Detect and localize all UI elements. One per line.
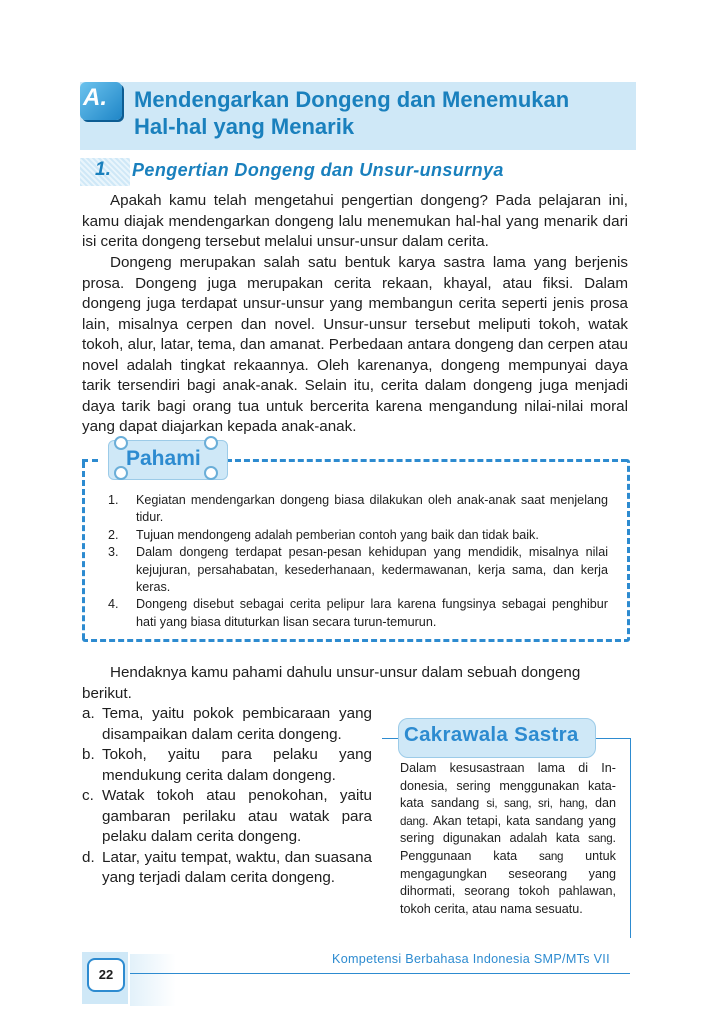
pahami-item: 3. Dalam dongeng terdapat pesan-pesan kehidupan yang mendidik, misalnya nilai kejujuran, persahabatan, kesederhanaan, kedermawanan, kerja sama, dan kerja keras. xyxy=(108,545,608,595)
story-elements-list xyxy=(82,704,372,889)
cakrawala-text: Dalam kesusastraan lama di In-donesia, sering menggunakan kata-kata sandang si, sang, sri, hang, dan dang. Akan tetapi, kata sandang yang sering digunakan adalah kata sang. Penggunaan kata sang untuk mengagungkan seseorang yang dihormati, seorang tokoh pahlawan, tokoh cerita, atau nama sesuatu. xyxy=(400,761,616,916)
cakrawala-label: Cakrawala Sastra xyxy=(404,723,579,746)
binder-ring-icon xyxy=(204,466,218,480)
pahami-item: 1. Kegiatan mendengarkan dongeng biasa dilakukan oleh anak-anak saat menjelang tidur. xyxy=(108,493,608,525)
page-number: 22 xyxy=(87,958,125,992)
pahami-box-top-border-right xyxy=(226,459,627,462)
list-item: a. Tema, yaitu pokok pembicaraan yang disampaikan dalam cerita dongeng. xyxy=(82,705,372,743)
section-title-line-1: Mendengarkan Dongeng dan Menemukan xyxy=(134,87,570,112)
footer-rule xyxy=(130,973,630,974)
subsection-number: 1. xyxy=(95,159,111,180)
list-item: b. Tokoh, yaitu para pelaku yang mendukung cerita dalam dongeng. xyxy=(82,746,372,784)
section-letter: A. xyxy=(83,84,107,111)
pahami-item: 2. Tujuan mendongeng adalah pemberian contoh yang baik dan tidak baik. xyxy=(108,527,539,542)
subsection-title: Pengertian Dongeng dan Unsur-unsurnya xyxy=(132,160,504,180)
section-title xyxy=(134,86,634,140)
binder-ring-icon xyxy=(204,436,218,450)
pahami-label: Pahami xyxy=(126,447,201,470)
list-item: c. Watak tokoh atau penokohan, yaitu gambaran perilaku atau watak para pelaku dalam cerita dongeng. xyxy=(82,787,372,845)
paragraph-definition: Dongeng merupakan salah satu bentuk karya sastra lama yang berjenis prosa. Dongeng juga merupakan cerita rekaan, khayal, atau fiksi. Dalam dongeng juga terdapat unsur-unsur yang membangun cerita seperti jenis prosa lain, misalnya cerpen dan novel. Unsur-unsur tersebut meliputi tokoh, watak tokoh, alur, latar, tema, dan amanat. Perbedaan antara dongeng dan cerpen atau novel adalah tingkat rekaannya. Oleh karenanya, dongeng mempunyai daya tarik tersendiri bagi anak-anak. Selain itu, cerita dalam dongeng juga menjadi daya tarik bagi orang tua untuk bercerita karena mengandung nilai-nilai moral yang dapat diajarkan kepada anak-anak. xyxy=(82,254,628,435)
pahami-item: 4. Dongeng disebut sebagai cerita pelipur lara karena fungsinya sebagai penghibur hati yang biasa dituturkan lisan secara turun-temurun. xyxy=(108,597,608,629)
paragraph-elements-intro: Hendaknya kamu pahami dahulu unsur-unsur dalam sebuah dongeng berikut. xyxy=(82,664,581,702)
pahami-list xyxy=(108,492,608,631)
cakrawala-top-border-right xyxy=(596,738,630,739)
paragraph-intro: Apakah kamu telah mengetahui pengertian dongeng? Pada pelajaran ini, kamu diajak mendengarkan dongeng lalu menemukan hal-hal yang menarik dari isi cerita dongeng tersebut melalui unsur-unsur dalam cerita. xyxy=(82,192,628,250)
pahami-box-top-border-left xyxy=(82,459,98,462)
section-title-line-2: Hal-hal yang Menarik xyxy=(134,114,355,139)
footer-gradient-bar xyxy=(130,954,176,1006)
footer-book-title: Kompetensi Berbahasa Indonesia SMP/MTs VII xyxy=(332,952,610,966)
list-item: d. Latar, yaitu tempat, waktu, dan suasana yang terjadi dalam cerita dongeng. xyxy=(82,848,372,886)
